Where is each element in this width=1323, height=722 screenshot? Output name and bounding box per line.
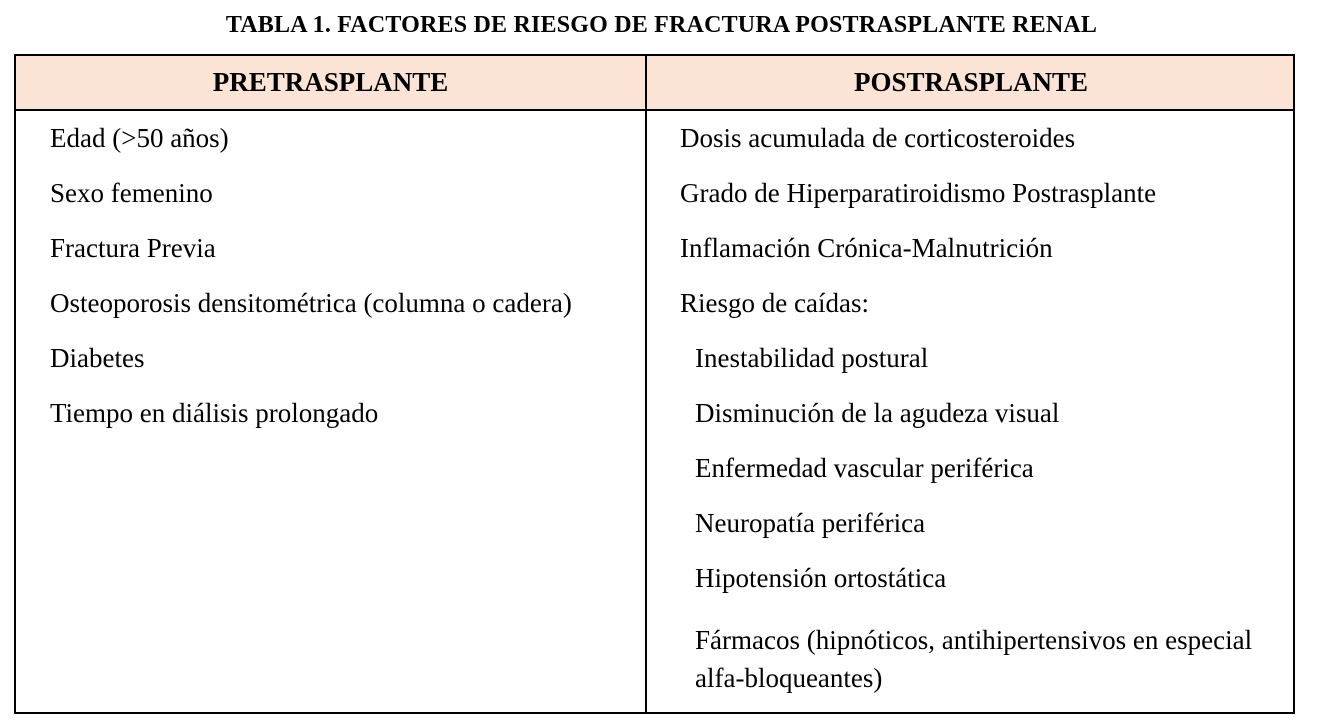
list-item: Edad (>50 años) [50,123,229,153]
sub-list-item: Enfermedad vascular periférica [695,453,1034,483]
sub-list-item: Neuropatía periférica [695,508,926,538]
risk-factors-table [14,54,1295,714]
sub-list-item: Fármacos (hipnóticos, antihipertensivos en especial alfa-bloqueantes) [695,625,1253,693]
list-item: Diabetes [50,343,145,373]
table-title: TABLA 1. FACTORES DE RIESGO DE FRACTURA POSTRASPLANTE RENAL [225,12,1098,38]
list-item: Sexo femenino [50,178,213,208]
list-item: Fractura Previa [50,233,216,263]
header-pretrasplante: PRETRASPLANTE [212,67,449,97]
list-item: Tiempo en diálisis prolongado [50,398,379,428]
list-item: Grado de Hiperparatiroidismo Postrasplante [680,178,1157,208]
table-header-row [16,56,1293,111]
sub-list-item: Inestabilidad postural [695,343,929,373]
list-item: Dosis acumulada de corticosteroides [680,123,1076,153]
list-item: Inflamación Crónica-Malnutrición [680,233,1053,263]
sub-list-item: Hipotensión ortostática [695,563,947,593]
list-item: Riesgo de caídas: [680,288,869,318]
header-postrasplante: POSTRASPLANTE [853,67,1089,97]
column-divider [645,56,647,712]
list-item: Osteoporosis densitométrica (columna o cadera) [50,288,572,318]
sub-list-item: Disminución de la agudeza visual [695,398,1060,428]
